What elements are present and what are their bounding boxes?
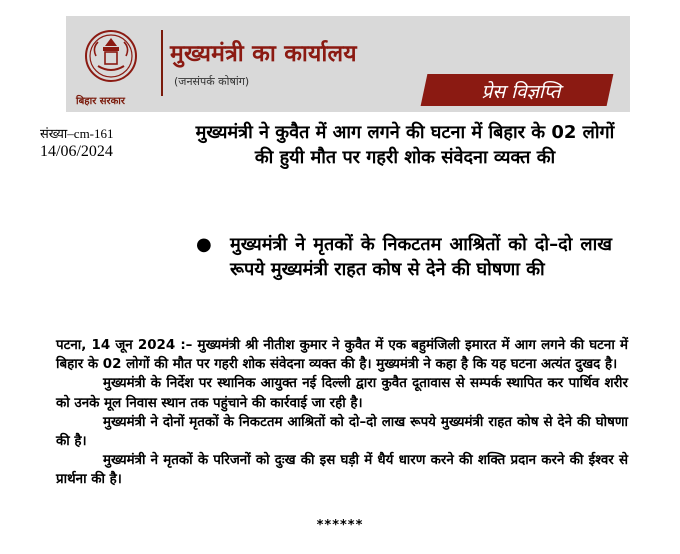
body-paragraph: पटना, 14 जून 2024 :– मुख्यमंत्री श्री नीतीश कुमार ने कुवैत में एक बहुमंजिली इमारत में आग लगने की घटना में बिहार के 02 लोगों की मौत पर गहरी शोक संवेदना व्यक्त की है। मुख्यमंत्री ने कहा है कि यह घटना अत्यंत दुखद है। bbox=[56, 338, 628, 373]
body-paragraph: मुख्यमंत्री के निर्देश पर स्थानिक आयुक्त नई दिल्ली द्वारा कुवैत दूतावास से सम्पर्क स्थापित कर पार्थिव शरीर को उनके मूल निवास स्थान तक पहुंचाने की कार्रवाई जा रही है। bbox=[56, 376, 628, 411]
reference-number: संख्या–cm-161 bbox=[40, 126, 114, 141]
body-paragraph: मुख्यमंत्री ने मृतकों के परिजनों को दुःख की इस घड़ी में धैर्य धारण करने की शक्ति प्रदान करने की ईश्वर से प्रार्थना की है। bbox=[56, 453, 628, 488]
letterhead-banner bbox=[66, 16, 630, 112]
bullet-icon: ● bbox=[196, 234, 212, 255]
government-label: बिहार सरकार bbox=[76, 96, 125, 107]
release-date: 14/06/2024 bbox=[40, 143, 113, 160]
office-title: मुख्यमंत्री का कार्यालय bbox=[170, 41, 357, 67]
press-release-body bbox=[56, 336, 628, 490]
bihar-government-emblem-icon bbox=[84, 26, 138, 90]
bullet-point: मुख्यमंत्री ने मृतकों के निकटतम आश्रितों को दो–दो लाख रूपये मुख्यमंत्री राहत कोष से देने की घोषणा की bbox=[230, 234, 612, 280]
body-paragraph: मुख्यमंत्री ने दोनों मृतकों के निकटतम आश्रितों को दो–दो लाख रूपये मुख्यमंत्री राहत कोष से देने की घोषणा की है। bbox=[56, 414, 628, 450]
press-release-label: प्रेस विज्ञप्ति bbox=[481, 81, 561, 103]
headline: मुख्यमंत्री ने कुवैत में आग लगने की घटना में बिहार के 02 लोगों की हुयी मौत पर गहरी शोक संवेदना व्यक्त की bbox=[195, 122, 615, 168]
header-divider bbox=[161, 30, 163, 96]
end-marker: ****** bbox=[316, 518, 364, 533]
office-subtitle: (जनसंपर्क कोषांग) bbox=[174, 75, 250, 88]
